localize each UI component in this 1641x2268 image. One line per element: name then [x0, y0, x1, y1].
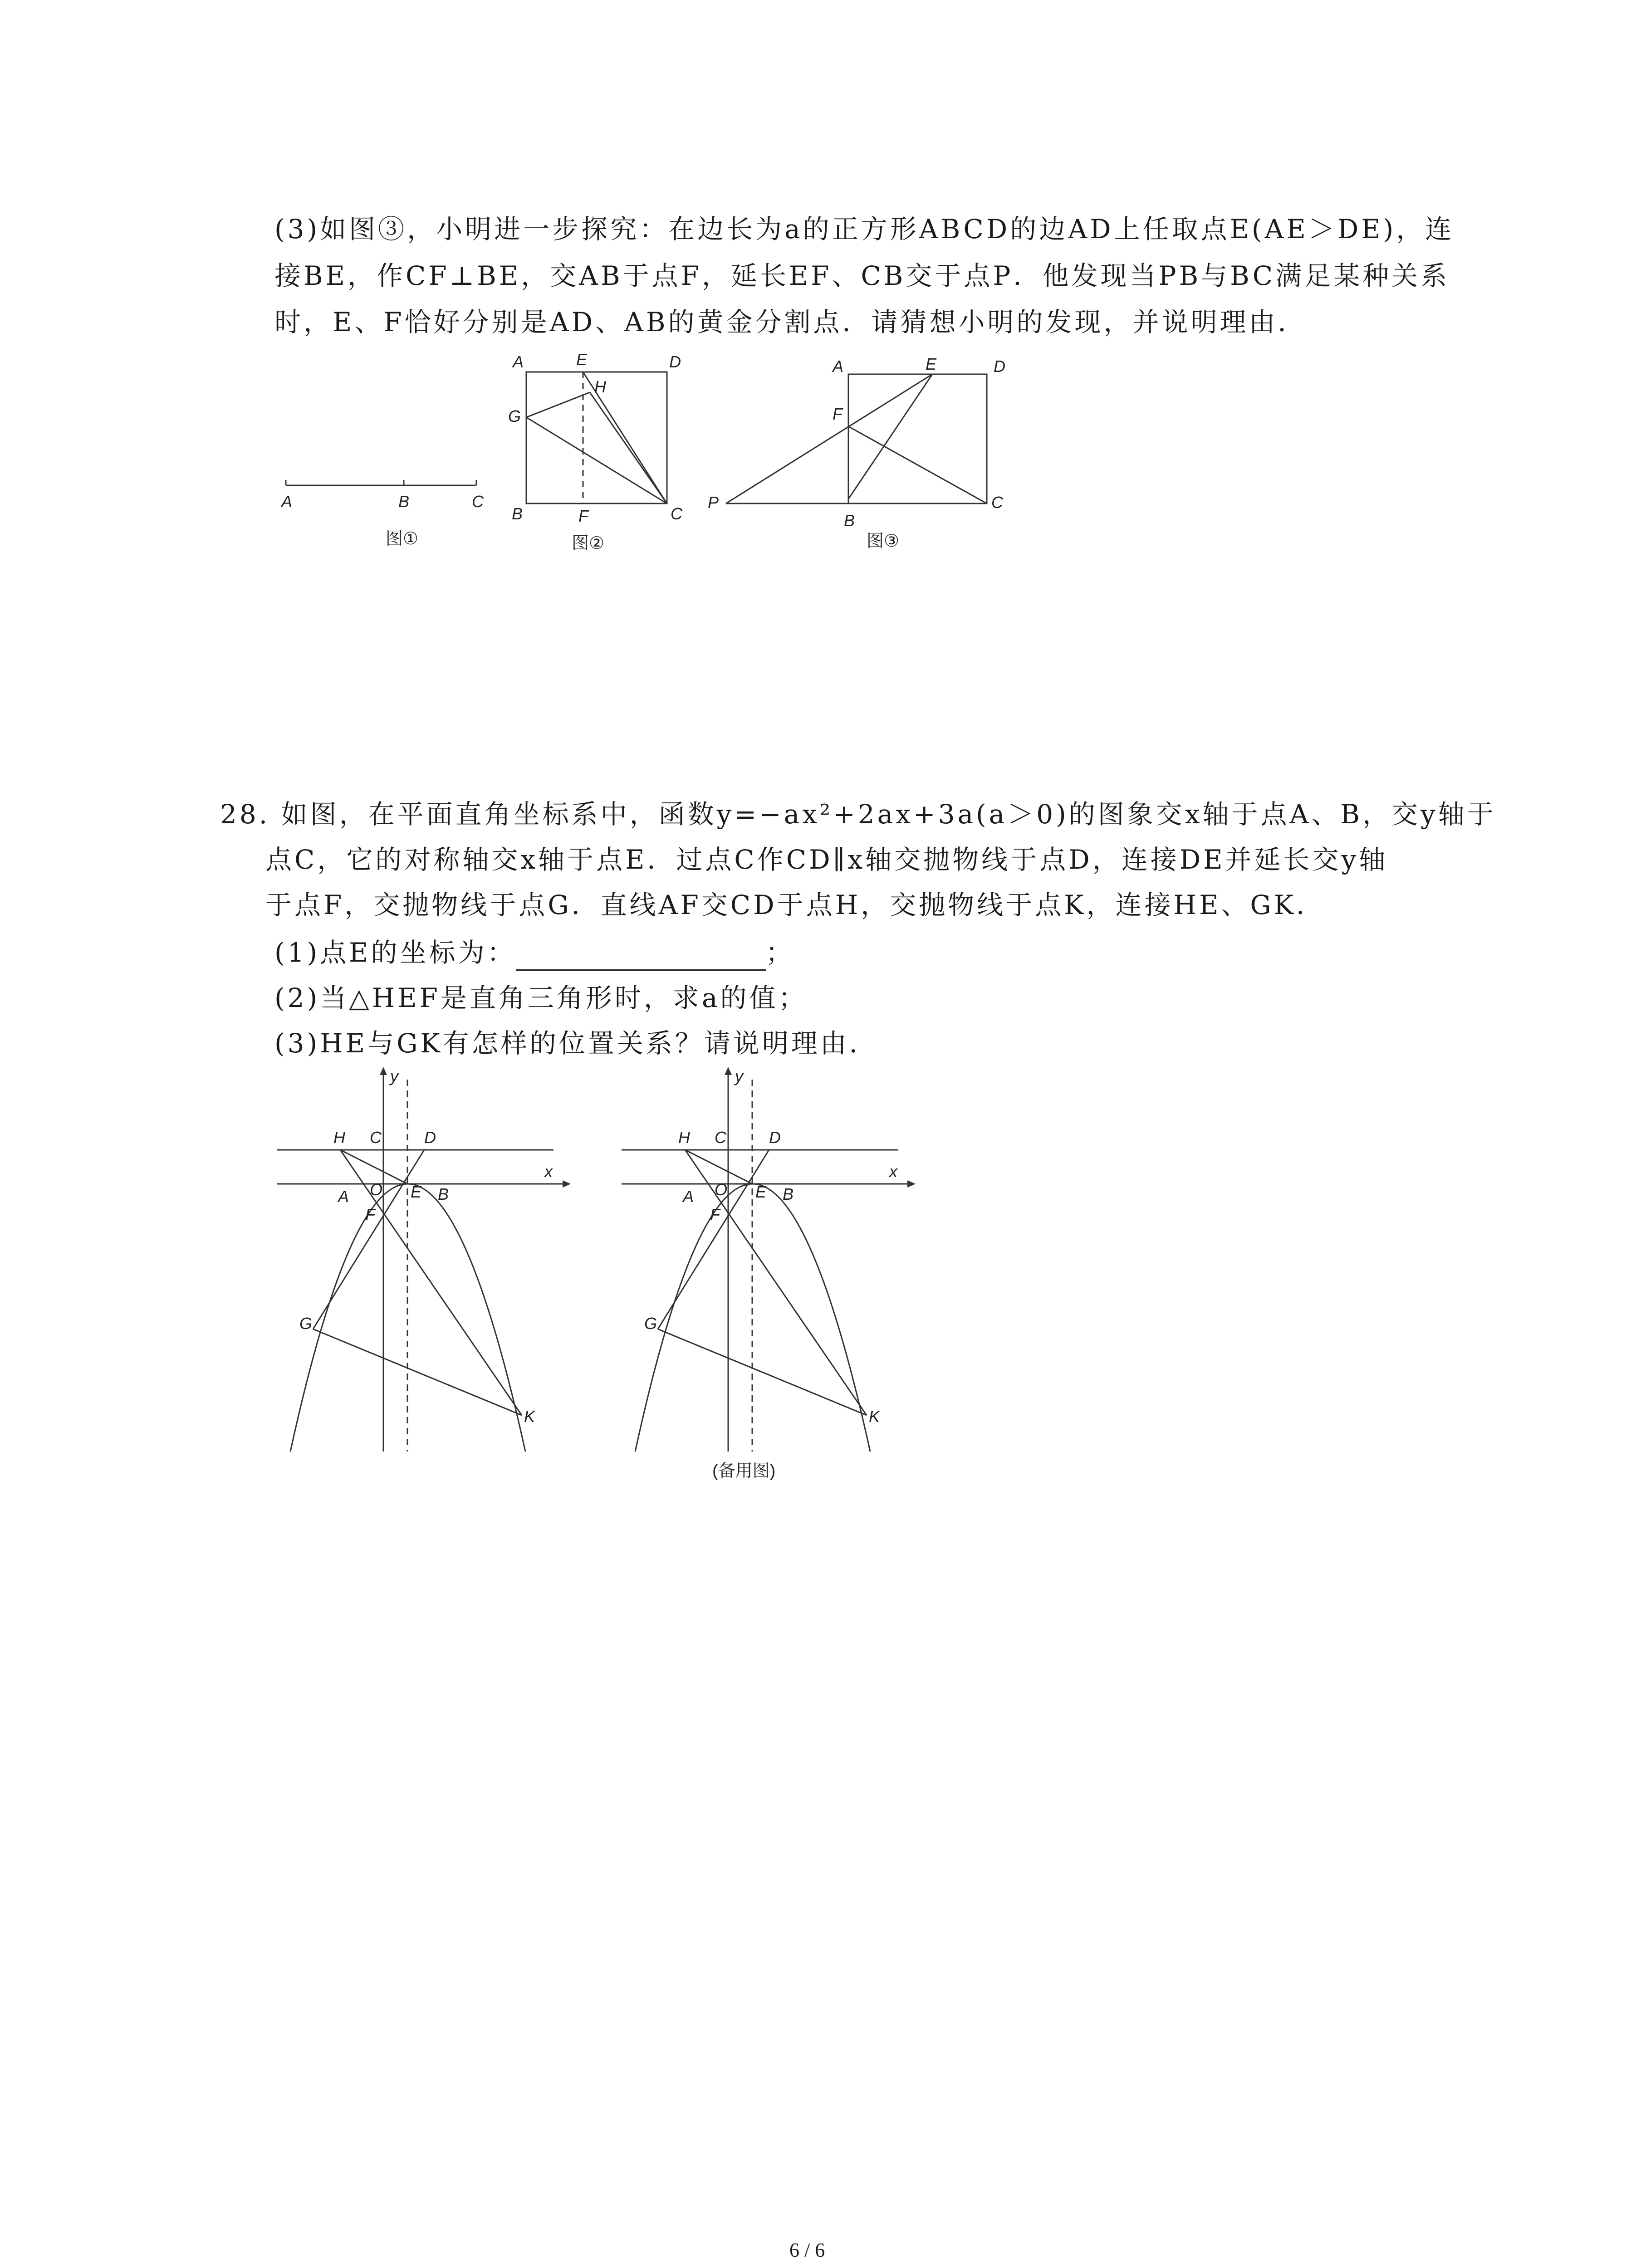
- fig2-label-e: E: [576, 350, 588, 369]
- fig28-label-x: x: [544, 1162, 553, 1181]
- backup-label-y: y: [735, 1067, 743, 1085]
- backup-label-g: G: [644, 1314, 657, 1333]
- backup-label-o: O: [715, 1180, 728, 1199]
- fig28-label-c: C: [370, 1128, 382, 1147]
- fig2-label-g: G: [508, 407, 521, 425]
- fig2-label-b: B: [512, 504, 523, 523]
- q27-3-line1: (3)如图③，小明进一步探究：在边长为a的正方形ABCD的边AD上任取点E(AE＞DE)，连: [274, 214, 1455, 244]
- q27-3-line3: 时，E、F恰好分别是AD、AB的黄金分割点．请猜想小明的发现，并说明理由．: [274, 307, 1307, 337]
- backup-label-x: x: [889, 1162, 897, 1181]
- figure-1-segment: [272, 472, 490, 562]
- figure-3-square: [703, 349, 1048, 558]
- fig1-label-b: B: [398, 492, 410, 511]
- fig28-label-h: H: [333, 1128, 345, 1147]
- fig1-label-c: C: [472, 492, 484, 511]
- q28-part3: (3)HE与GK有怎样的位置关系？请说明理由．: [274, 1028, 878, 1059]
- fig1-caption: 图①: [386, 529, 419, 548]
- fig28-label-y: y: [390, 1067, 398, 1085]
- fig28-label-o: O: [370, 1180, 383, 1199]
- page-number: 6 / 6: [789, 2239, 825, 2261]
- q28-line3: 于点F，交抛物线于点G．直线AF交CD于点H，交抛物线于点K，连接HE、GK．: [265, 890, 1326, 920]
- backup-label-e: E: [755, 1183, 767, 1201]
- fig3-label-e: E: [926, 355, 937, 373]
- backup-label-k: K: [869, 1407, 880, 1426]
- q27-3-line2: 接BE，作CF⊥BE，交AB于点F，延长EF、CB交于点P．他发现当PB与BC满足某种关系: [274, 260, 1450, 291]
- fig2-caption: 图②: [572, 534, 605, 553]
- backup-label-h: H: [678, 1128, 690, 1147]
- q28-line2: 点C，它的对称轴交x轴于点E．过点C作CD∥x轴交抛物线于点D，连接DE并延长交y轴: [265, 844, 1388, 875]
- fig1-label-a: A: [281, 492, 293, 511]
- backup-label-c: C: [715, 1128, 726, 1147]
- backup-caption: (备用图): [712, 1461, 776, 1481]
- fig2-label-a: A: [513, 352, 524, 371]
- fig2-label-f: F: [578, 507, 588, 525]
- q28-part1-text: (1)点E的坐标为：: [274, 937, 516, 968]
- backup-label-d: D: [769, 1128, 781, 1147]
- fig28-label-f: F: [365, 1205, 375, 1224]
- backup-label-b: B: [783, 1185, 794, 1203]
- fig3-label-a: A: [833, 357, 844, 376]
- q28-part1-end: ；: [765, 937, 795, 968]
- figure-parabola-backup: [612, 1061, 939, 1483]
- fig2-label-d: D: [669, 352, 681, 371]
- fig28-label-d: D: [424, 1128, 436, 1147]
- fig2-label-c: C: [671, 504, 682, 523]
- fig3-label-c: C: [991, 493, 1003, 512]
- fig28-label-g: G: [299, 1314, 313, 1333]
- q28-part2: (2)当△HEF是直角三角形时，求a的值；: [274, 982, 808, 1013]
- figure-parabola-main: [268, 1061, 594, 1461]
- figure-2-square: [504, 349, 694, 558]
- q28-line1: 28. 如图，在平面直角坐标系中，函数y=−ax²+2ax+3a(a＞0)的图象交x轴于点A、B，交y轴于: [220, 799, 1496, 830]
- backup-label-f: F: [710, 1205, 720, 1224]
- fig28-label-e: E: [411, 1183, 422, 1201]
- fig28-label-b: B: [438, 1185, 449, 1203]
- q28-part1: [274, 934, 795, 971]
- fig3-caption: 图③: [867, 532, 900, 551]
- backup-label-a: A: [683, 1187, 694, 1206]
- fig3-label-d: D: [994, 357, 1005, 376]
- fig3-label-b: B: [844, 511, 855, 530]
- fig2-label-h: H: [594, 377, 606, 396]
- fig28-label-k: K: [524, 1407, 535, 1426]
- answer-blank[interactable]: [516, 944, 766, 971]
- fig3-label-p: P: [708, 493, 719, 512]
- fig3-label-f: F: [833, 405, 843, 423]
- fig28-label-a: A: [338, 1187, 349, 1206]
